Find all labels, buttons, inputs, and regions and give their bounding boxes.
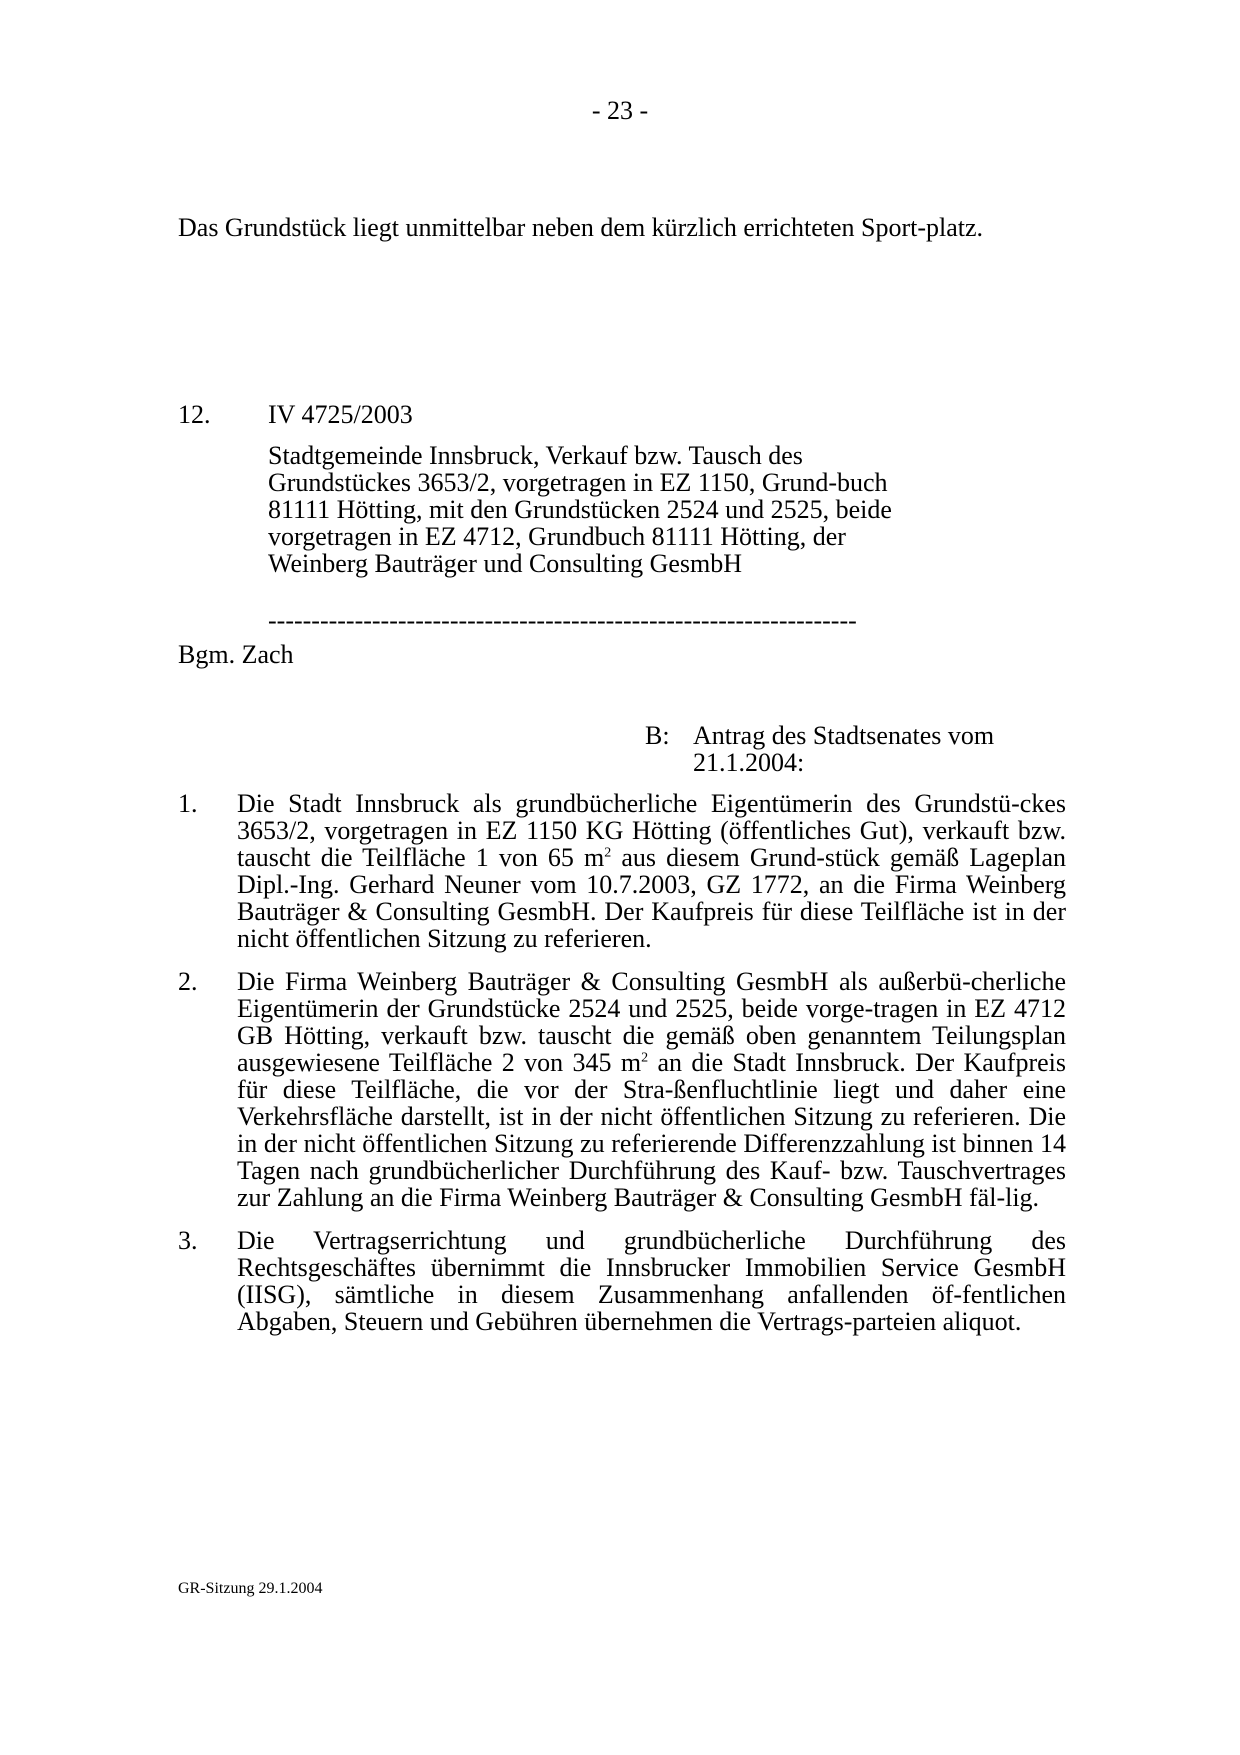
motion-title: Antrag des Stadtsenates vom 21.1.2004: [693, 721, 995, 777]
point-text: Die Stadt Innsbruck als grundbücherliche Eigentümerin des Grundstü-ckes 3653/2, vorgetragen in EZ 1150 KG Hötting (öffentliches Gut), verkauft bzw. tauscht die Teilfläche 1 von 65 $m^2$ aus diesem Grund-stück gemäß Lageplan Dipl.-Ing. Gerhard Neuner vom 10.7.2003, GZ 1772, an die Firma Weinberg Bauträger & Consulting GesmbH. Der Kaufpreis für diese Teilfläche ist in der nicht öffentlichen Sitzung zu referieren. [237, 789, 1066, 953]
point-number: 2. [178, 967, 198, 996]
agenda-item-number: 12. [178, 400, 211, 429]
page-footer: GR-Sitzung 29.1.2004 [178, 1580, 323, 1597]
point-text: Die Firma Weinberg Bauträger & Consulting GesmbH als außerbü-cherliche Eigentümerin der Grundstücke 2524 und 2525, beide vorge-tragen in EZ 4712 GB Hötting, verkauft bzw. tauscht die gemäß oben genanntem Teilungsplan ausgewiesene Teilfläche 2 von 345 $m^2$ an die Stadt Innsbruck. Der Kaufpreis für diese Teilfläche, die vor der Stra-ßenfluchtlinie liegt und daher eine Verkehrsfläche darstellt, ist in der nicht öffentlichen Sitzung zu referieren. Die in der nicht öffentlichen Sitzung zu referierende Differenzzahlung ist binnen 14 Tagen nach grundbücherlicher Durchführung des Kauf- bzw. Tauschvertrages zur Zahlung an die Firma Weinberg Bauträger & Consulting GesmbH fäl-lig. [237, 967, 1067, 1212]
page-number: - 23 - [591, 96, 649, 125]
point-number: 1. [178, 789, 198, 818]
motion-point [178, 1227, 1066, 1335]
speaker-name: Bgm. Zach [178, 640, 294, 669]
agenda-item-reference: IV 4725/2003 [268, 400, 413, 429]
motion-point [178, 968, 1066, 1211]
point-text: Die Vertragserrichtung und grundbücherliche Durchführung des Rechtsgeschäftes übernimmt die Innsbrucker Immobilien Service GesmbH (IISG), sämtliche in diesem Zusammenhang anfallenden öf-fentlichen Abgaben, Steuern und Gebühren übernehmen die Vertrags-parteien aliquot. [237, 1226, 1066, 1336]
motion-point [178, 790, 1066, 952]
point-number: 3. [178, 1226, 198, 1255]
motion-points [178, 790, 1066, 1351]
separator-line: -------------------------------------------------------------------- [268, 607, 857, 634]
agenda-item-subject: Stadtgemeinde Innsbruck, Verkauf bzw. Tausch des Grundstückes 3653/2, vorgetragen in EZ 1150, Grund-buch 81111 Hötting, mit den Grundstücken 2524 und 2525, beide vorgetragen in EZ 4712, Grundbuch 81111 Hötting, der Weinberg Bauträger und Consulting GesmbH [268, 441, 892, 578]
intro-paragraph: Das Grundstück liegt unmittelbar neben dem kürzlich errichteten Sport-platz. [178, 213, 984, 242]
motion-letter: B: [645, 721, 670, 750]
